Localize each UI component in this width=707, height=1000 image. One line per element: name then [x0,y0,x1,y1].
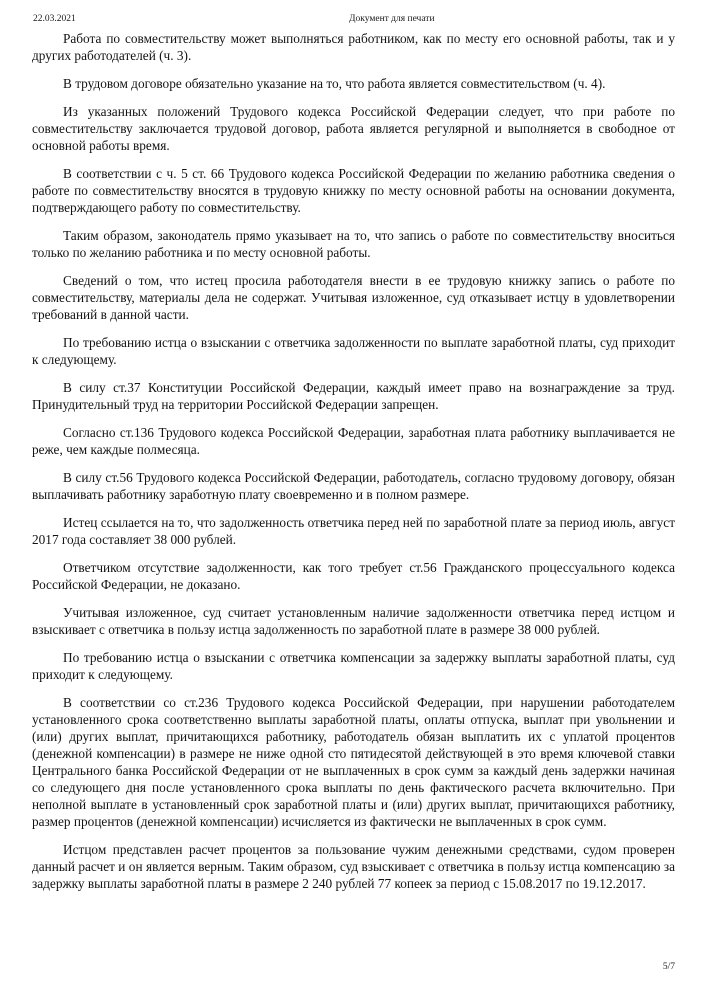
paragraph: По требованию истца о взыскании с ответчика компенсации за задержку выплаты заработной платы, суд приходит к следующему. [32,650,675,682]
paragraph: Работа по совместительству может выполняться работником, как по месту его основной работы, так и у других работодателей (ч. 3). [32,31,675,63]
paragraph: В трудовом договоре обязательно указание на то, что работа является совместительством (ч. 4). [63,76,606,91]
paragraph: В соответствии с ч. 5 ст. 66 Трудового кодекса Российской Федерации по желанию работника сведения о работе по совместительству вносятся в трудовую книжку по месту основной работы на основании документа, подтверждающего работу по совместительству. [32,166,675,215]
paragraph: Из указанных положений Трудового кодекса Российской Федерации следует, что при работе по совместительству заключается трудовой договор, работа является регулярной и выполняется в свободное от основной работы время. [32,104,675,153]
paragraph: Сведений о том, что истец просила работодателя внести в ее трудовую книжку запись о работе по совместительству, материалы дела не содержат. Учитывая изложенное, суд отказывает истцу в удовлетворении требований в данной части. [32,273,675,322]
page-number: 5/7 [662,962,675,972]
paragraph: Учитывая изложенное, суд считает установленным наличие задолженности ответчика перед истцом и взыскивает с ответчика в пользу истца задолженность по заработной плате в размере 38 000 рублей. [32,605,675,637]
document-body [32,30,675,892]
print-date: 22.03.2021 [33,14,76,24]
paragraph: Истцом представлен расчет процентов за пользование чужим денежными средствами, судом проверен данный расчет и он является верным. Таким образом, суд взыскивает с ответчика в пользу истца компенсацию за задержку выплаты заработной платы в размере 2 240 рублей 77 копеек за период с 15.08.2017 по 19.12.2017. [32,842,675,891]
paragraph: В силу ст.37 Конституции Российской Федерации, каждый имеет право на вознаграждение за труд. Принудительный труд на территории Российской Федерации запрещен. [32,380,675,412]
paragraph: Таким образом, законодатель прямо указывает на то, что запись о работе по совместительству вноситься только по желанию работника и по месту основной работы. [32,228,675,260]
paragraph: В соответствии со ст.236 Трудового кодекса Российской Федерации, при нарушении работодателем установленного срока соответственно выплаты заработной платы, оплаты отпуска, выплат при увольнении и (или) других выплат, причитающихся работнику, работодатель обязан выплатить их с уплатой процентов (денежной компенсации) в размере не ниже одной сто пятидесятой действующей в это время ключевой ставки Центрального банка Российской Федерации от не выплаченных в срок сумм за каждый день задержки начиная со следующего дня после установленного срока выплаты по день фактического расчета включительно. При неполной выплате в установленный срок заработной платы и (или) других выплат, причитающихся работнику, размер процентов (денежной компенсации) исчисляется из фактически не выплаченных в срок сумм. [32,695,675,829]
paragraph: Истец ссылается на то, что задолженность ответчика перед ней по заработной плате за период июль, август 2017 года составляет 38 000 рублей. [32,515,675,547]
paragraph: По требованию истца о взыскании с ответчика задолженности по выплате заработной платы, суд приходит к следующему. [32,335,675,367]
print-header [0,13,707,27]
paragraph: Ответчиком отсутствие задолженности, как того требует ст.56 Гражданского процессуального кодекса Российской Федерации, не доказано. [32,560,675,592]
paragraph: Согласно ст.136 Трудового кодекса Российской Федерации, заработная плата работнику выплачивается не реже, чем каждые полмесяца. [32,425,675,457]
paragraph: В силу ст.56 Трудового кодекса Российской Федерации, работодатель, согласно трудовому договору, обязан выплачивать работнику заработную плату своевременно и в полном размере. [32,470,675,502]
document-title: Документ для печати [349,14,435,24]
